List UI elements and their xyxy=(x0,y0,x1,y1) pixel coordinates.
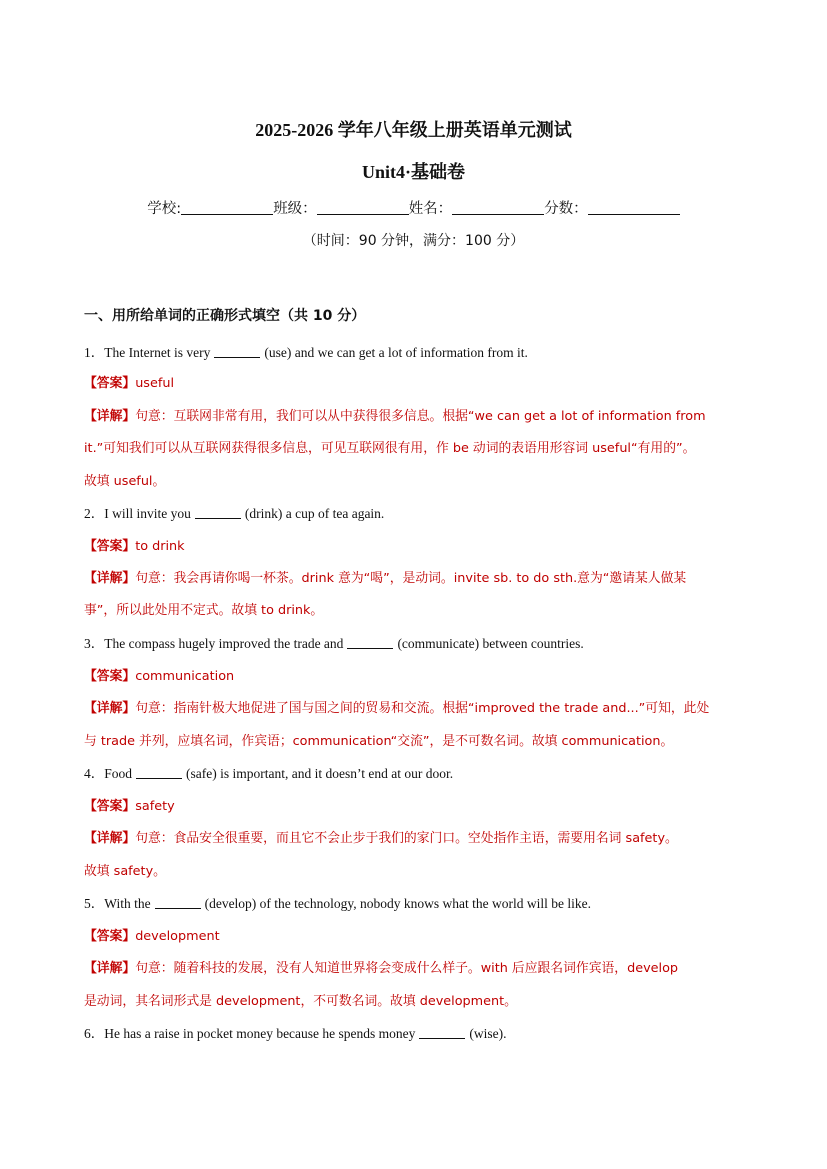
score-blank xyxy=(588,200,680,215)
class-label: 班级： xyxy=(273,201,317,217)
explain-1-line-1: 【详解】句意：互联网非常有用，我们可以从中获得很多信息。根据“we can get a lot of information from xyxy=(84,409,706,424)
explain-1-line-3: 故填 useful。 xyxy=(84,474,166,489)
class-blank xyxy=(317,200,409,215)
name-label: 姓名： xyxy=(408,201,453,217)
section-title: 一、用所给单词的正确形式填空（共 10 分） xyxy=(84,308,366,324)
answer-3: 【答案】communication xyxy=(84,669,235,684)
answer-blank xyxy=(155,896,201,909)
student-info-row xyxy=(0,197,827,218)
answer-4: 【答案】safety xyxy=(84,799,175,814)
explain-2-line-2: 事”，所以此处用不定式。故填 to drink。 xyxy=(84,603,324,618)
question-3: 3．The compass hugely improved the trade and (communicate) between countries. xyxy=(84,636,584,651)
school-label: 学校: xyxy=(147,201,182,217)
answer-blank xyxy=(347,636,393,649)
explain-3-line-1: 【详解】句意：指南针极大地促进了国与国之间的贸易和交流。根据“improved the trade and...”可知，此处 xyxy=(84,701,710,716)
explain-3-line-2: 与 trade 并列，应填名词，作宾语；communication“交流”，是不可数名词。故填 communication。 xyxy=(84,734,674,749)
explain-4-line-2: 故填 safety。 xyxy=(84,864,166,879)
explain-1-line-2: it.”可知我们可以从互联网获得很多信息，可见互联网很有用，作 be 动词的表语用形容词 useful“有用的”。 xyxy=(84,441,696,456)
score-label: 分数： xyxy=(544,201,588,217)
document-title: 2025-2026 学年八年级上册英语单元测试 xyxy=(255,120,572,140)
answer-5: 【答案】development xyxy=(84,929,220,944)
explain-5-line-2: 是动词，其名词形式是 development，不可数名词。故填 development。 xyxy=(84,994,517,1009)
answer-blank xyxy=(214,345,260,358)
answer-blank xyxy=(136,766,182,779)
question-6: 6．He has a raise in pocket money because he spends money (wise). xyxy=(84,1026,507,1041)
school-blank xyxy=(181,200,273,215)
question-5: 5．With the (develop) of the technology, nobody knows what the world will be like. xyxy=(84,896,591,911)
answer-blank xyxy=(195,506,241,519)
question-4: 4．Food (safe) is important, and it doesn’t end at our door. xyxy=(84,766,454,781)
question-2: 2．I will invite you (drink) a cup of tea again. xyxy=(84,506,385,521)
explain-5-line-1: 【详解】句意：随着科技的发展，没有人知道世界将会变成什么样子。with 后应跟名词作宾语，develop xyxy=(84,961,679,976)
explain-4-line-1: 【详解】句意：食品安全很重要，而且它不会止步于我们的家门口。空处指作主语，需要用名词 safety。 xyxy=(84,831,678,846)
explain-2-line-1: 【详解】句意：我会再请你喝一杯茶。drink 意为“喝”，是动词。invite sb. to do sth.意为“邀请某人做某 xyxy=(84,571,687,586)
name-blank xyxy=(452,200,544,215)
document-subtitle: Unit4·基础卷 xyxy=(361,162,465,182)
question-1: 1．The Internet is very (use) and we can get a lot of information from it. xyxy=(84,345,528,360)
time-info: （时间：90 分钟，满分：100 分） xyxy=(302,233,525,249)
answer-2: 【答案】to drink xyxy=(84,539,185,554)
answer-1: 【答案】useful xyxy=(84,376,175,391)
answer-blank xyxy=(419,1026,465,1039)
